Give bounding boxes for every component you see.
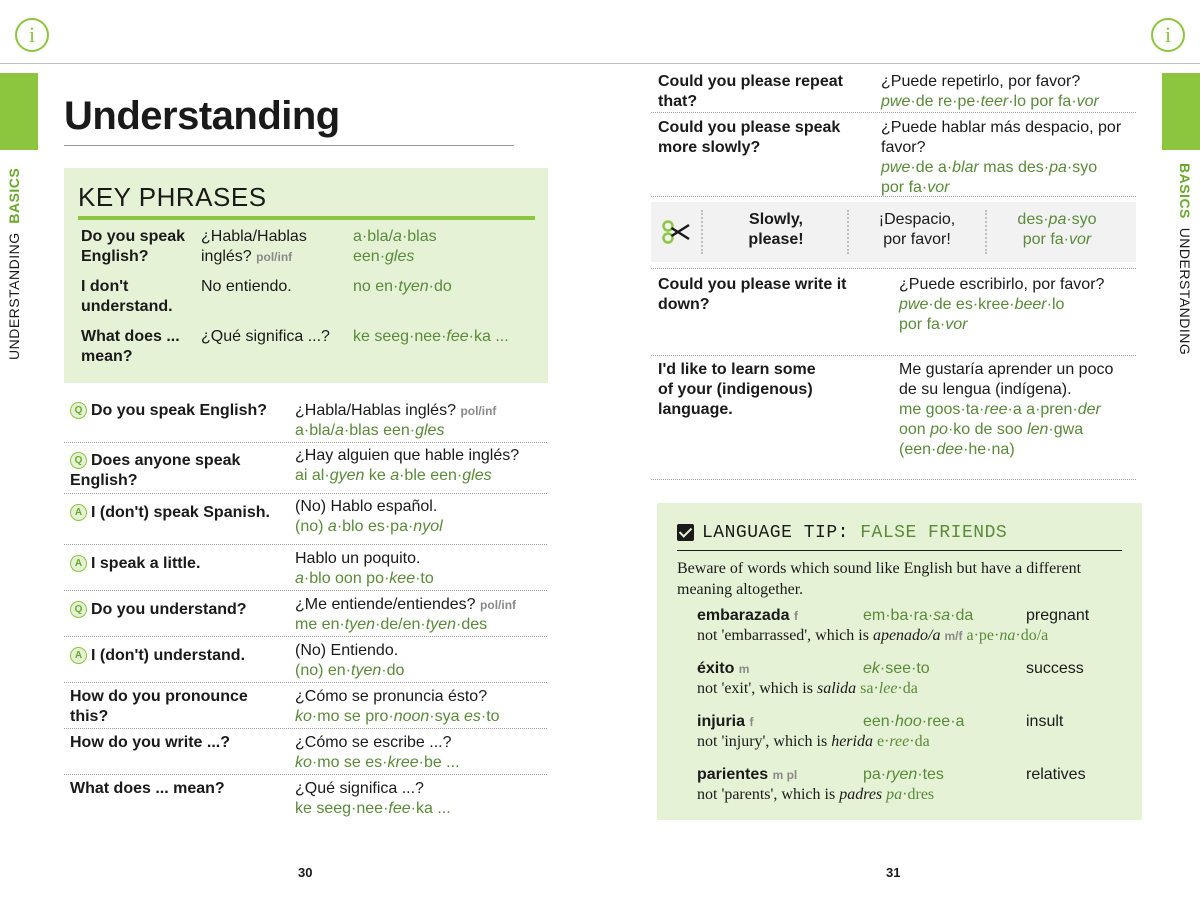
phrase-english: I don't understand. [81,278,173,315]
title-divider [64,145,514,146]
info-icon: i [1151,18,1185,52]
phrase-row [64,636,547,683]
phrase-spanish: No entiendo. [201,278,292,295]
phrase-spanish: ¿Cómo se pronuncia ésto? ko·mo se pro·noon·sya es·to [295,688,500,725]
phrase-spanish: ¡Despacio, por favor! [878,211,956,248]
phrase-english: I'd like to learn some of your (indigenous) language. [658,361,816,418]
word-meaning: insult [1026,713,1064,730]
phrase-english: Could you please repeat that? [658,73,843,110]
phrase-spanish: ¿Habla/Hablas inglés? pol/inf [201,228,307,265]
section-label-right: BASICS UNDERSTANDING [1177,163,1193,356]
info-icon: i [15,18,49,52]
page-number: 30 [298,865,313,880]
checkbox-icon [677,524,694,541]
tip-rule [677,550,1122,551]
spanish-word: parientes m pl [697,766,798,783]
divider [847,210,849,254]
phrase-english: Do you speak English? [81,228,186,265]
spanish-word: embarazada f [697,607,798,624]
phrase-pronunciation: ke seeg·nee·fee·ka ... [353,328,509,345]
phrase-english: Q Do you understand? [70,600,280,620]
phrase-row [64,682,547,729]
divider [985,210,987,254]
phrase-row [651,112,1136,197]
phrase-spanish: ¿Hay alguien que hable inglés? ai al·gyen ke a·ble een·gles [295,447,520,484]
divider [701,210,703,254]
question-badge-icon: Q [70,452,87,469]
answer-badge-icon: A [70,647,87,664]
question-badge-icon: Q [70,601,87,618]
spanish-word: éxito m [697,660,750,677]
phrase-spanish: ¿Qué significa ...? ke seeg·nee·fee·ka ... [295,780,451,817]
phrase-english: How do you write ...? [70,734,230,751]
phrase-spanish: ¿Qué significa ...? [201,328,330,345]
phrase-spanish: (No) Entiendo. (no) en·tyen·do [295,642,405,679]
key-phrases-heading: KEY PHRASES [78,182,267,212]
key-phrases-box [64,168,548,383]
word-pronunciation: ek·see·to [863,660,930,677]
key-phrases-rule [78,216,535,220]
word-note: not 'exit', which is salida sa·lee·da [697,680,918,697]
section-tab-right [1162,73,1200,150]
phrase-row [64,396,547,443]
phrase-english: How do you pronounce this? [70,688,248,725]
word-pronunciation: een·hoo·ree·a [863,713,965,730]
phrase-english: A I speak a little. [70,554,280,574]
phrase-row [64,442,547,494]
word-note: not 'parents', which is padres pa·dres [697,786,935,803]
phrase-spanish: ¿Puede escribirlo, por favor? pwe·de es·kree·beer·lo por fa·vor [899,276,1105,333]
spanish-word: injuria f [697,713,754,730]
language-tip-box [657,503,1142,820]
phrase-spanish: ¿Habla/Hablas inglés? pol/inf a·bla/a·blas een·gles [295,402,497,439]
phrase-spanish: Me gustaría aprender un poco de su lengua (indígena). me goos·ta·ree·a a·pren·der oon po·ko de soo len·gwa (een·dee·he·na) [899,361,1114,458]
phrase-english: Could you please write it down? [658,276,847,313]
page-number: 31 [886,865,901,880]
scissors-icon [661,220,691,250]
section-label-left: UNDERSTANDING BASICS [6,167,22,360]
word-note: not 'embarrassed', which is apenado/a m/f a·pe·na·do/a [697,627,1049,644]
word-note: not 'injury', which is herida e·ree·da [697,733,930,750]
phrase-pronunciation: no en·tyen·do [353,278,452,295]
phrase-english: What does ... mean? [81,328,180,365]
phrase-row [651,355,1136,480]
phrase-english: A I (don't) speak Spanish. [70,503,280,523]
word-meaning: pregnant [1026,607,1090,624]
phrase-english: What does ... mean? [70,780,225,797]
phrase-english: Q Does anyone speak English? [70,452,241,489]
tip-intro: Beware of words which sound like English but have a different meaning altogether. [677,560,1082,598]
phrase-row [64,728,547,775]
phrase-spanish: ¿Puede repetirlo, por favor? pwe·de re·pe·teer·lo por fa·vor [881,73,1099,110]
phrase-spanish: ¿Me entiende/entiendes? pol/inf me en·tyen·de/en·tyen·des [295,596,517,633]
phrase-row [64,544,547,591]
phrase-row [64,774,547,820]
phrase-pronunciation: des·pa·syo por fa·vor [1017,211,1097,248]
phrase-spanish: ¿Cómo se escribe ...? ko·mo se es·kree·be ... [295,734,460,771]
question-badge-icon: Q [70,402,87,419]
phrase-row [651,68,1136,113]
tip-heading: LANGUAGE TIP: FALSE FRIENDS [702,523,1008,543]
slowly-please-callout [651,202,1136,262]
phrase-row [64,590,547,637]
phrase-spanish: ¿Puede hablar más despacio, por favor? pwe·de a·blar mas des·pa·syo por fa·vor [881,119,1122,196]
word-pronunciation: em·ba·ra·sa·da [863,607,974,624]
phrase-spanish: Hablo un poquito. a·blo oon po·kee·to [295,550,434,587]
phrase-spanish: (No) Hablo español. (no) a·blo es·pa·nyol [295,498,443,535]
phrase-english: Q Do you speak English? [70,401,280,421]
phrase-english: Slowly, please! [748,211,804,248]
answer-badge-icon: A [70,504,87,521]
word-pronunciation: pa·ryen·tes [863,766,944,783]
section-tab-left [0,73,38,150]
phrase-row [64,493,547,545]
phrase-row [651,268,1136,356]
header-divider [0,63,1200,64]
word-meaning: relatives [1026,766,1086,783]
word-meaning: success [1026,660,1084,677]
phrase-english: A I (don't) understand. [70,646,280,666]
phrase-pronunciation: a·bla/a·blas een·gles [353,228,437,265]
phrase-english: Could you please speak more slowly? [658,119,841,156]
page-title: Understanding [64,94,340,138]
answer-badge-icon: A [70,555,87,572]
